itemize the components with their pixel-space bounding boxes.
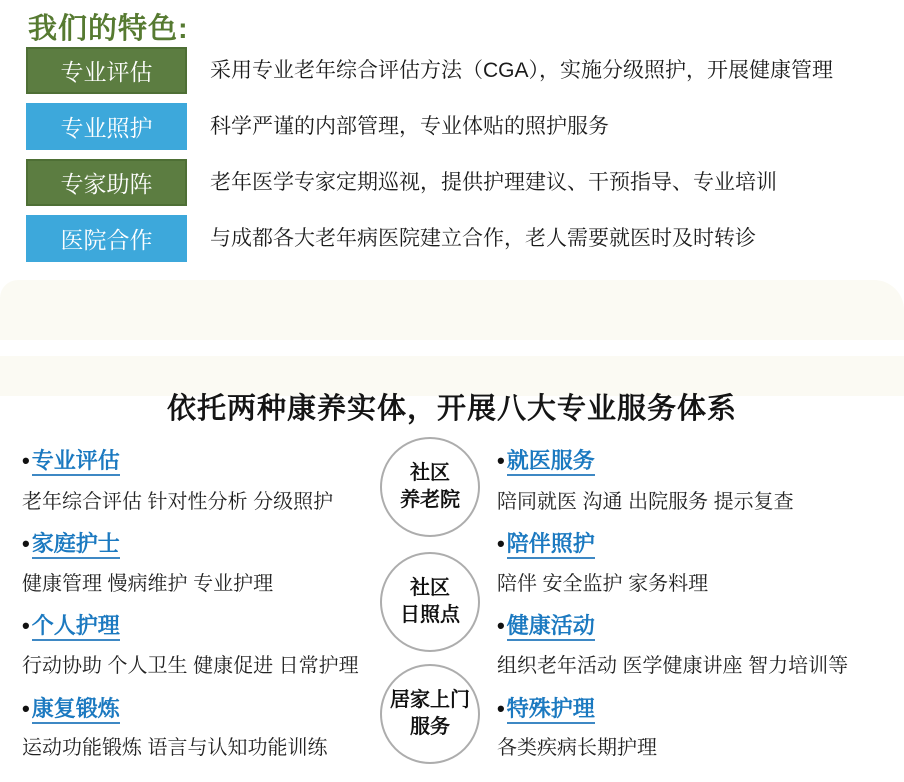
service-link-rehab[interactable]: 康复锻炼 — [32, 696, 120, 724]
bullet-icon: • — [22, 531, 30, 556]
service-item-home-nurse — [22, 527, 120, 558]
bullet-icon: • — [497, 448, 505, 473]
entity-line: 社区 — [410, 577, 450, 599]
bullet-icon: • — [497, 531, 505, 556]
services-section-title: 依托两种康养实体，开展八大专业服务体系 — [166, 393, 737, 425]
service-item-personal-care — [22, 609, 120, 640]
entity-circle-community-nursing-home — [380, 437, 480, 537]
service-item-companion-care — [497, 527, 595, 558]
entity-line: 居家上门 — [390, 689, 470, 711]
features-section-title: 我们的特色: — [28, 13, 189, 45]
service-link-companion-care[interactable]: 陪伴照护 — [507, 531, 595, 559]
entity-line: 社区 — [410, 462, 450, 484]
bullet-icon: • — [22, 696, 30, 721]
service-link-personal-care[interactable]: 个人护理 — [32, 613, 120, 641]
feature-tag-care: 专业照护 — [26, 103, 187, 150]
feature-desc-assessment: 采用专业老年综合评估方法（CGA），实施分级照护，开展健康管理 — [210, 59, 834, 82]
bullet-icon: • — [22, 613, 30, 638]
service-desc-personal-care: 行动协助 个人卫生 健康促进 日常护理 — [22, 655, 359, 677]
service-desc-companion-care: 陪伴 安全监护 家务料理 — [497, 573, 709, 595]
service-item-assessment — [22, 444, 120, 475]
feature-desc-hospital: 与成都各大老年病医院建立合作，老人需要就医时及时转诊 — [210, 227, 756, 250]
bullet-icon: • — [22, 448, 30, 473]
service-item-medical-visit — [497, 444, 595, 475]
feature-tag-experts: 专家助阵 — [26, 159, 187, 206]
service-link-health-activities[interactable]: 健康活动 — [507, 613, 595, 641]
feature-desc-care: 科学严谨的内部管理，专业体贴的照护服务 — [210, 115, 609, 138]
service-link-special-nursing[interactable]: 特殊护理 — [507, 696, 595, 724]
background-tint-band — [0, 280, 904, 340]
bullet-icon: • — [497, 696, 505, 721]
entity-circle-home-visit — [380, 664, 480, 764]
feature-tag-hospital: 医院合作 — [26, 215, 187, 262]
service-link-medical-visit[interactable]: 就医服务 — [507, 448, 595, 476]
service-desc-assessment: 老年综合评估 针对性分析 分级照护 — [22, 491, 334, 513]
service-desc-health-activities: 组织老年活动 医学健康讲座 智力培训等 — [497, 655, 849, 677]
service-link-assessment[interactable]: 专业评估 — [32, 448, 120, 476]
feature-desc-experts: 老年医学专家定期巡视，提供护理建议、干预指导、专业培训 — [210, 171, 777, 194]
bullet-icon: • — [497, 613, 505, 638]
service-desc-home-nurse: 健康管理 慢病维护 专业护理 — [22, 573, 274, 595]
entity-line: 服务 — [410, 716, 450, 738]
service-item-health-activities — [497, 609, 595, 640]
service-item-rehab — [22, 692, 120, 723]
entity-line: 养老院 — [400, 489, 460, 511]
service-link-home-nurse[interactable]: 家庭护士 — [32, 531, 120, 559]
service-item-special-nursing — [497, 692, 595, 723]
feature-tag-assessment: 专业评估 — [26, 47, 187, 94]
entity-circle-community-daycare — [380, 552, 480, 652]
entity-line: 日照点 — [400, 604, 460, 626]
service-desc-special-nursing: 各类疾病长期护理 — [497, 737, 657, 759]
service-desc-medical-visit: 陪同就医 沟通 出院服务 提示复查 — [497, 491, 794, 513]
service-desc-rehab: 运动功能锻炼 语言与认知功能训练 — [22, 737, 328, 759]
